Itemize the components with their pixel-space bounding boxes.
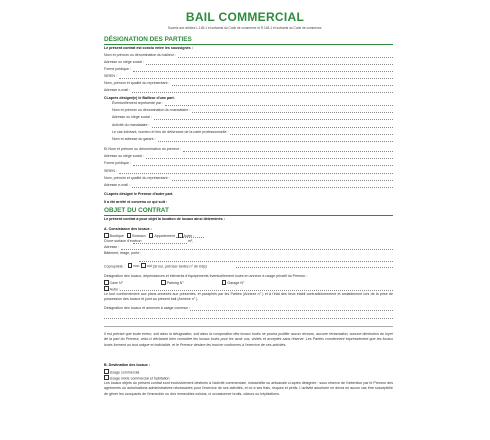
adresse-field[interactable] (121, 249, 393, 250)
bailleur-label: Adresse ou siège social : (104, 60, 144, 64)
parties-intro: Le présent contrat est conclu entre les soussignés : (104, 46, 193, 50)
batiment-field[interactable] (139, 261, 393, 262)
checkbox-cave[interactable]: Cave N° (104, 281, 123, 285)
destination-title: B. Destination des locaux : (104, 363, 150, 367)
checkbox-garage[interactable]: Garage N° (222, 281, 245, 285)
preneur-label: Forme juridique : (104, 161, 131, 166)
checkbox-copro-oui[interactable]: oui (141, 264, 151, 268)
copropriete-label: Copropriété : (104, 264, 125, 269)
bailleur-label: SIREN : (104, 74, 117, 78)
checkbox-annex-autre[interactable]: Autre : (104, 286, 120, 291)
preneur-field[interactable] (172, 180, 393, 181)
bailleur-field[interactable] (178, 57, 393, 58)
mandataire-label: Éventuellement représenté par : (112, 101, 164, 105)
bailleur-label: Nom, prénom et qualité du représentant : (104, 81, 170, 85)
copropriete-note: (Si oui, préciser tantes n° de lot(s) (152, 264, 207, 269)
mandataire-field[interactable] (192, 112, 393, 113)
usage-commun-label: Désignation des locaux et annexes à usage commun : (104, 306, 191, 310)
preneur-label: Nom, prénom et qualité du représentant : (104, 175, 170, 180)
preneur-field[interactable] (133, 165, 393, 166)
preneur-field[interactable] (183, 151, 393, 152)
usage-commun-field[interactable] (190, 310, 393, 311)
mandataire-label: Nom et adresse du garant : (112, 137, 156, 141)
bailleur-field[interactable] (133, 71, 393, 72)
usage-commun-field-2[interactable] (104, 318, 393, 319)
lots-field[interactable] (236, 267, 393, 268)
preneur-label: SIREN : (104, 168, 117, 173)
checkbox-appartement[interactable]: Appartement (149, 234, 175, 238)
consistance-title: A. Consistance des locaux : (104, 227, 152, 231)
preneur-label: Adresse e-mail : (104, 183, 130, 187)
bailleur-label: Nom et prénom ou dénomination du bailleur : (104, 53, 176, 57)
bailleur-label: Adresse e-mail : (104, 88, 130, 92)
document-title: BAIL COMMERCIAL (185, 10, 305, 24)
checkbox-usage-commercial[interactable]: Usage commercial (104, 369, 139, 374)
mandataire-label: Le cas échéant, numéro et lieu de délivrance de la carte professionnelle : (112, 129, 229, 134)
bailleur-field[interactable] (172, 85, 393, 86)
mandataire-label: Nom et prénom ou dénomination du mandataire : (112, 108, 191, 113)
mandataire-label: Activité du mandataire : (112, 122, 150, 127)
bailleur-caption: Ci-après désigné(e) le Bailleur d'une part. (104, 96, 175, 100)
autre-type-field[interactable] (176, 237, 204, 238)
preneur-label: Et Nom et prénom ou dénomination du preneur : (104, 147, 182, 151)
bailleur-label: Forme juridique : (104, 67, 131, 71)
separator-line (104, 326, 393, 327)
annex-autre-field[interactable] (120, 290, 393, 291)
section-heading-objet: OBJET DU CONTRAT (104, 207, 169, 214)
mandataire-field[interactable] (154, 119, 393, 120)
checkbox-autre[interactable]: Autre : (178, 234, 194, 238)
checkbox-boutique[interactable]: Boutique (104, 234, 124, 238)
bailleur-field[interactable] (119, 78, 393, 79)
agreement-line: Il a été arrêté et convenu ce qui suit : (104, 200, 168, 204)
section-heading-parties: DÉSIGNATION DES PARTIES (104, 36, 192, 43)
mandataire-field[interactable] (230, 134, 393, 135)
bailleur-field[interactable] (146, 64, 393, 65)
batiment-label: Bâtiment, étage, porte : (104, 251, 142, 255)
surface-field[interactable] (133, 243, 187, 244)
section-rule (104, 44, 393, 45)
mandataire-field[interactable] (158, 141, 393, 142)
surface-unit: m², (188, 239, 194, 243)
objet-intro: Le présent contrat a pour objet la location de locaux ainsi déterminés : (104, 217, 225, 221)
mandataire-field[interactable] (152, 127, 393, 128)
mandataire-label: Adresse ou siège social : (112, 115, 152, 120)
section-rule (104, 215, 393, 216)
bailleur-field[interactable] (132, 92, 393, 93)
designation-text: Désignation des locaux, dépendances et éléments d'équipements éventuellement loués en annexe à usage privatif du Preneur : (104, 274, 308, 278)
checkbox-copro-non[interactable]: non (128, 264, 140, 268)
plans-text: Le tout conformément aux plans annexés aux présentes, et paraphés par les Parties (Annexe n° ) et à l'état des lieux établi contradictoirement et amiablement lors de la prise de possession des locaux et joint au présent bail (Annexe n° ). (104, 292, 393, 302)
mandataire-field[interactable] (165, 105, 393, 106)
copropriete-row (104, 263, 207, 268)
annex-row (104, 280, 244, 285)
preneur-label: Adresse ou siège social : (104, 154, 144, 159)
preneur-caption: Ci-après désigné le Preneur d'autre part. (104, 192, 174, 196)
document-subtitle: Soumis aux articles L.145-1 et suivants du Code de commerce et R.145-1 et suivants du Code de commerce. (167, 26, 323, 30)
preneur-field[interactable] (119, 173, 393, 174)
adresse-label: Adresse : (104, 245, 120, 249)
remarks-text: Il est précisé que toute erreur, soit dans la désignation, soit dans la composition des locaux loués ne pourra justifier aucun recours, aucune réclamation, aucune diminution du loyer de la part du Preneur, celui-ci déclarant bien connaître les locaux loués pour les avoir vus, visités et acceptés sans réserve. Les Parties conviennent expressément que les locaux loués forment un tout unique et indivisible, et le Preneur déclare les trouver conformes à l'exercice de ses activités. (104, 332, 393, 347)
preneur-field[interactable] (132, 187, 393, 188)
destination-text: Les locaux objets du présent contrat sont exclusivement destinés à l'activité commerciale, industrielle ou artisanale ci-après désignée : sous réserve de l'obtention par le Preneur des agréments ou autorisations administratives nécessaires pour l'exercice de ses activités, et ce à ses frais, risques et périls. L'activité autorisée ne devra en aucun cas être susceptible de gêner les occupants de l'immeuble ou des immeubles voisins, ni occasionner bruits, odeurs ou trépidations. (104, 381, 393, 396)
checkbox-bureaux[interactable]: Bureaux (127, 234, 146, 238)
checkbox-parking[interactable]: Parking N° (161, 281, 184, 285)
checkbox-usage-mixte[interactable]: Usage mixte commercial et habitation (104, 375, 170, 380)
surface-prefix: D'une surface d'environ (104, 239, 142, 243)
preneur-field[interactable] (146, 158, 393, 159)
